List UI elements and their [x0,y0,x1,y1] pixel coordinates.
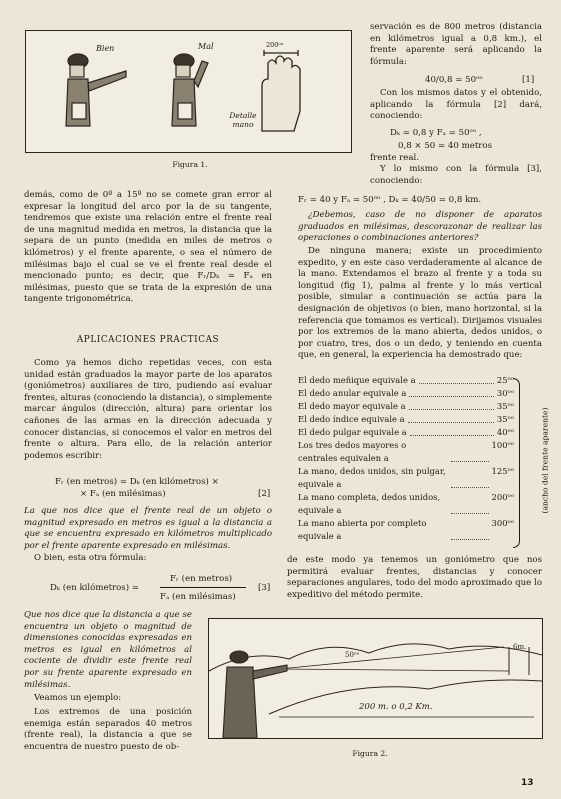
dot-leader [408,413,494,423]
hand-detail [262,50,300,131]
question-paragraph: ¿Debemos, caso de no disponer de aparatos graduados en milésimas, descorazonar de realizar las operaciones o combinaciones anteriores? [298,210,542,244]
equivalence-value: 200ᵒᵒ [491,492,514,502]
equation-2-line-2: × Fₐ (en milésimas) [80,489,166,499]
equivalence-row [298,517,514,543]
equivalence-label: El dedo meñique equivale a [298,375,416,385]
equation-3-fraction-bar [160,587,246,588]
dot-leader [451,517,489,540]
left-paragraph-3: La que nos dice que el frente real de un objeto o magnitud expresado en metros es igual a la distancia a que se encuentra expresado en kilómetros multiplicado por el frente aparente expresado en milésimas. [24,506,272,551]
dot-leader [419,374,494,384]
right-paragraph-4: De ninguna manera; existe un procedimiento expedito, y en este caso verdaderamente al alcance de la mano. Extendamos el brazo al frente y a toda su longitud (fig 1), palma al frente y lo más vertical posible, simular a continuación se actúa para la designación de objetivos (o bien, mano horizontal, si la referencia que tomamos es vertical). Dirijamos visuales por los extremos de la mano abierta, dedos unidos, o por cuatro, tres, dos o un dedo, y teniendo en cuenta que, en general, la experiencia ha demostrado que: [298,246,542,361]
figure-1 [25,30,352,153]
equivalence-label: La mano completa, dedos unidos, equivale a [298,492,441,515]
equivalence-label: El dedo anular equivale a [298,388,407,398]
soldier-bad-posture [172,54,208,126]
equation-2-line-1: Fᵣ (en metros) = Dₖ (en kilómetros) × [55,477,219,487]
equivalence-label: El dedo pulgar equivale a [298,427,407,437]
left-paragraph-7: Los extremos de una posición enemiga están separados 40 metros (frente real), la distancia a que se encuentra de nuestro puesto de ob- [24,707,192,752]
left-paragraph-1: demás, como de 0º a 15º no se comete gran error al expresar la longitud del arco por la de su tangente, tendremos que existe una relación entre el frente real de una magnitud medida en metros, la distancia que la separa de un punto (medida en miles de metros o kilómetros) y el frente aparente, o sea el número de milésimas bajo el cual se ve el frente real desde el mencionado punto; es decir, que Fᵣ/Dₖ = Fₐ en milésimas, puesto que se trata de la expresión de una tangente trigonométrica. [24,190,272,305]
label-bien: Bien [96,44,115,53]
right-paragraph-1: servación es de 800 metros (distancia en kilómetros igual a 0,8 km.), el frente aparente será aplicando la fórmula: [370,22,542,67]
dot-leader [409,387,494,397]
equation-3-denominator: Fₐ (en milésimas) [160,592,236,602]
soldier-observer [223,651,287,738]
equivalence-value: 125ᵒᵒ [491,466,514,476]
equation-c: frente real. [370,153,419,163]
finger-equivalence-table [298,374,514,543]
equivalence-row [298,491,514,517]
equation-3-numerator: Fᵣ (en metros) [170,574,233,584]
equation-1: 40/0,8 = 50ᵒᵒ [425,75,483,85]
equivalence-value: 30ᵒᵒ [496,388,514,398]
equivalence-label: La mano, dedos unidos, sin pulgar, equivale a [298,466,446,489]
equivalence-value: 35ᵒᵒ [496,414,514,424]
equation-2-number: [2] [258,489,271,499]
equation-1-number: [1] [522,75,535,85]
equivalence-value: 300ᵒᵒ [491,518,514,528]
equation-a: Dₖ = 0,8 y Fₐ = 50ᵒᵒ , [390,128,482,138]
dot-leader [409,400,494,410]
equivalence-label: La mano abierta por completo equivale a [298,518,427,541]
label-6m: 6m. [513,643,527,651]
label-50: 50ᵒᵒ [345,651,360,659]
brace-label: (ancho del frente aparente) [540,407,550,514]
equivalence-row [298,374,514,387]
left-paragraph-5: Que nos dice que la distancia a que se encuentra un objeto o magnitud de dimensiones conocidas expresadas en metros es igual en kilómetros al cociente de dividir este frente real por su frente aparente expresado en milésimas. [24,610,192,690]
figure-1-caption: Figura 1. [172,160,208,169]
figure-2 [208,618,543,739]
equivalence-label: Los tres dedos mayores o centrales equivalen a [298,440,407,463]
equivalence-label: El dedo mayor equivale a [298,401,406,411]
dot-leader [451,439,489,462]
equivalence-row [298,439,514,465]
equivalence-row [298,387,514,400]
page-number: 13 [521,778,534,788]
sight-line-bottom [279,669,509,671]
equivalence-row [298,400,514,413]
label-mal: Mal [198,42,214,51]
label-distance: 200 m. o 0,2 Km. [359,702,433,712]
equivalence-value: 35ᵒᵒ [496,401,514,411]
left-paragraph-4: O bien, esta otra fórmula: [34,553,147,563]
right-paragraph-2: Con los mismos datos y el obtenido, aplicando la fórmula [2] dará, conociendo: [370,88,542,122]
left-paragraph-6: Veamos un ejemplo: [34,693,122,703]
equivalence-value: 25ᵒᵒ [496,375,514,385]
equation-3-left: Dₖ (en kilómetros) = [50,583,140,593]
equivalence-value: 40ᵒᵒ [496,427,514,437]
equivalence-row [298,426,514,439]
figure-1-illustration [26,31,351,152]
equation-3-number: [3] [258,583,271,593]
dot-leader [451,465,489,488]
equivalence-value: 100ᵒᵒ [491,440,514,450]
equivalence-row [298,465,514,491]
figure-2-caption: Figura 2. [352,749,388,758]
label-200: 200ᵒᵒ [266,41,284,49]
label-detalle-mano: Detalle mano [229,111,257,129]
equivalence-label: El dedo índice equivale a [298,414,405,424]
equation-b: 0,8 × 50 = 40 metros [398,141,492,151]
dot-leader [410,426,494,436]
figure-2-illustration [209,619,542,738]
right-paragraph-5: de este modo ya tenemos un goniómetro que nos permitirá evaluar frentes, distancias y conocer separaciones angulares, todo del modo aproximado que lo expeditivo del método permite. [287,555,542,600]
left-paragraph-2: Como ya hemos dicho repetidas veces, con esta unidad están graduados la mayor parte de los aparatos (goniómetros) auxiliares de tiro, pudiendo así evaluar frentes, alturas (conociendo la distancia), o simplemente marcar ángulos (dirección, altura) para orientar los cañones de las armas en la dirección adecuada y conocer distancias, si conocemos el valor en metros del frente o altura. Para ello, de la relación anterior podemos escribir: [24,358,272,461]
section-heading: APLICACIONES PRACTICAS [76,335,220,345]
dot-leader [451,491,489,514]
table-brace [513,378,520,548]
equation-d: Fᵣ = 40 y Fₐ = 50ᵒᵒ , Dₖ = 40/50 = 0,8 km. [298,195,482,205]
soldier-good-posture [66,54,126,126]
equivalence-row [298,413,514,426]
right-paragraph-3: Y lo mismo con la fórmula [3], conociendo: [370,164,542,186]
